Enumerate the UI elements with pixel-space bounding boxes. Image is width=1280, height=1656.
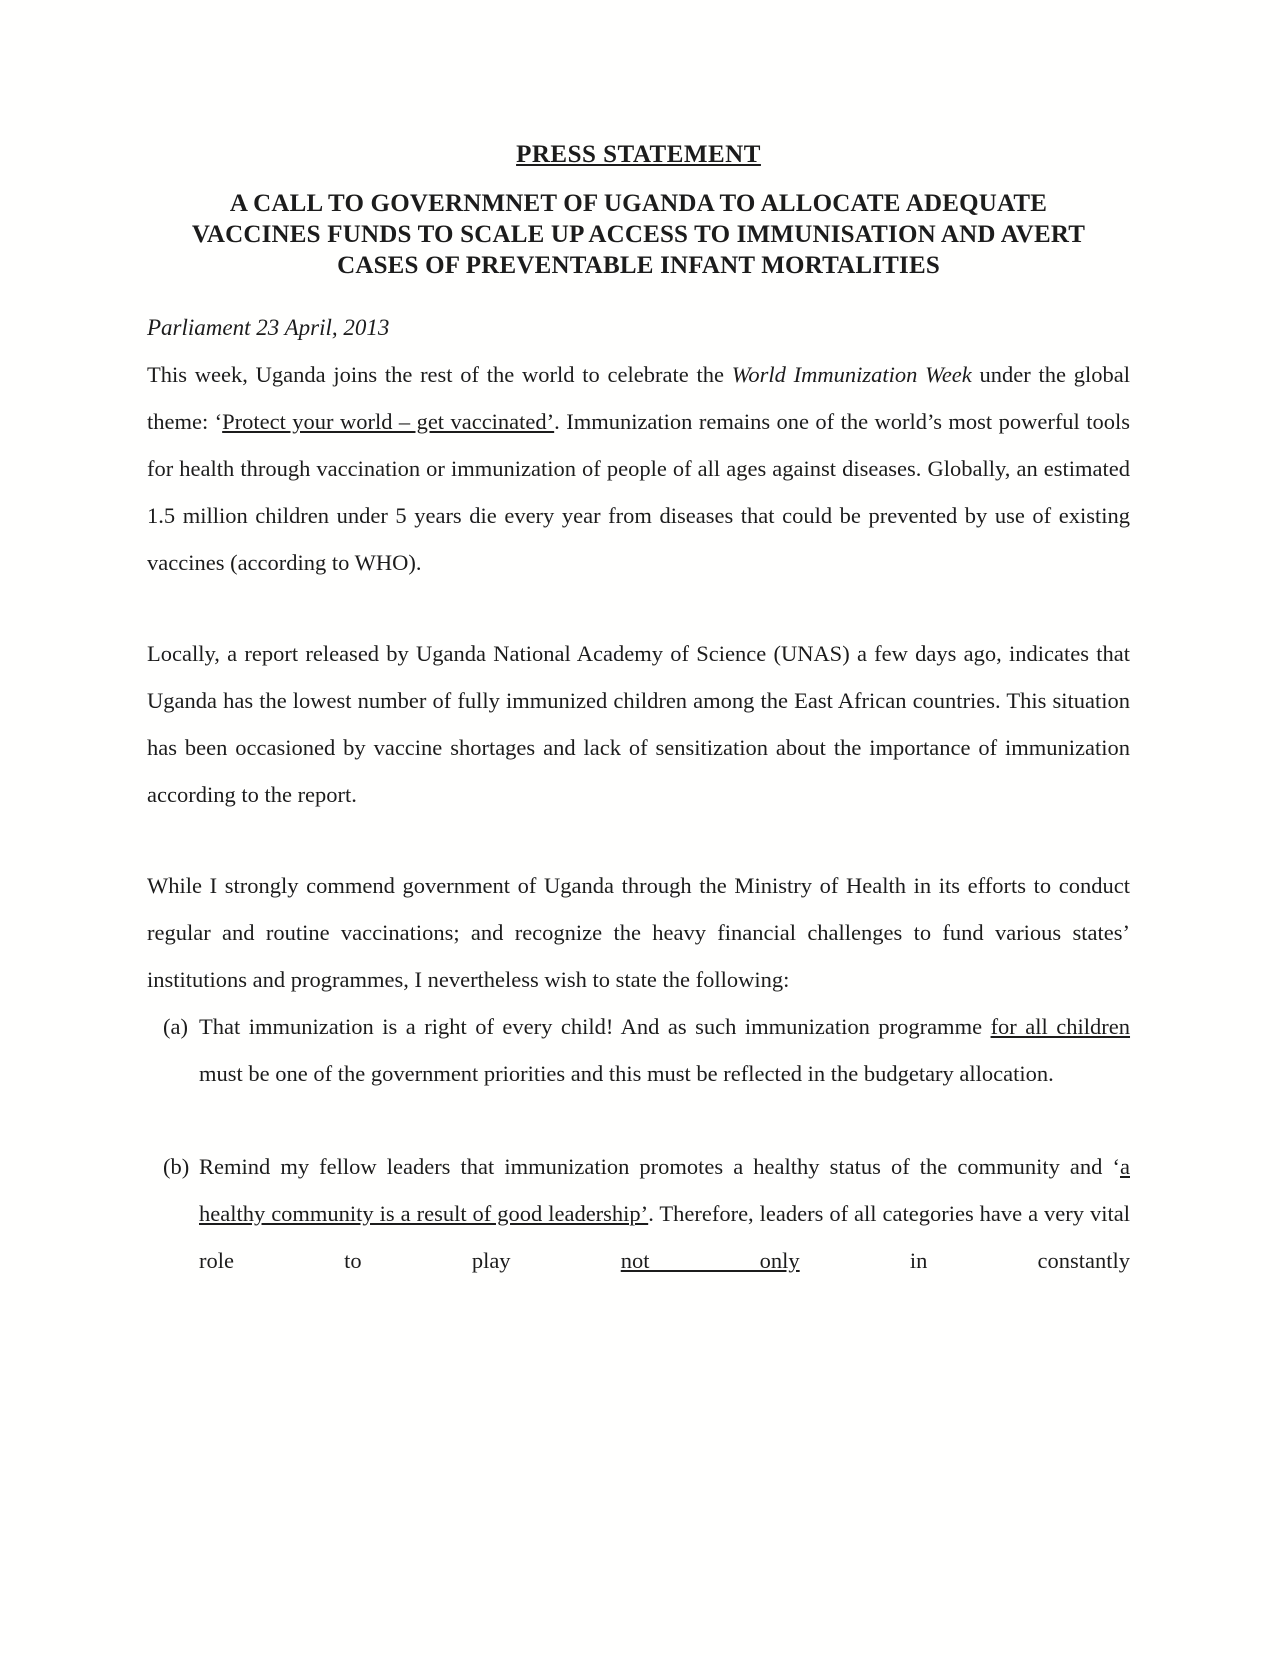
heading-line-1: A CALL TO GOVERNMNET OF UGANDA TO ALLOCATE ADEQUATE [229, 190, 1048, 217]
paragraph-commendation: While I strongly commend government of Uganda through the Ministry of Health in its efforts to conduct regular and routine vaccinations; and recognize the heavy financial challenges to fund various states’ institutions and programmes, I nevertheless wish to state the following: [147, 873, 1130, 992]
list-item-a [147, 1003, 1130, 1097]
list-item-b-text: Remind my fellow leaders that immunization promotes a healthy status of the community and ‘a healthy community is a result of good leadership’. Therefore, leaders of all categories have a very vital role to play not only in constantly [199, 1154, 1130, 1273]
heading-line-3: CASES OF PREVENTABLE INFANT MORTALITIES [337, 252, 940, 279]
points-list [147, 1003, 1130, 1284]
paragraph-unas-report: Locally, a report released by Uganda National Academy of Science (UNAS) a few days ago, indicates that Uganda has the lowest number of fully immunized children among the East African countries. This situation has been occasioned by vaccine shortages and lack of sensitization about the importance of immunization according to the report. [147, 641, 1130, 807]
heading-line-2: VACCINES FUNDS TO SCALE UP ACCESS TO IMMUNISATION AND AVERT [191, 221, 1086, 248]
list-item-b [147, 1143, 1130, 1284]
dateline: Parliament 23 April, 2013 [147, 315, 390, 340]
page-title-text: PRESS STATEMENT [516, 141, 761, 168]
page-title [147, 140, 1130, 170]
list-item-b-label: (b) [163, 1154, 190, 1179]
paragraph-intro: This week, Uganda joins the rest of the world to celebrate the World Immunization Week under the global theme: ‘Protect your world – get vaccinated’. Immunization remains one of the world’s most powerful tools for health through vaccination or immunization of people of all ages against diseases. Globally, an estimated 1.5 million children under 5 years die every year from diseases that could be prevented by use of existing vaccines (according to WHO). [147, 362, 1130, 575]
list-item-a-label: (a) [163, 1014, 188, 1039]
list-item-a-text: That immunization is a right of every child! And as such immunization programme for all children must be one of the government priorities and this must be reflected in the budgetary allocation. [199, 1014, 1131, 1086]
document-heading [147, 188, 1130, 281]
